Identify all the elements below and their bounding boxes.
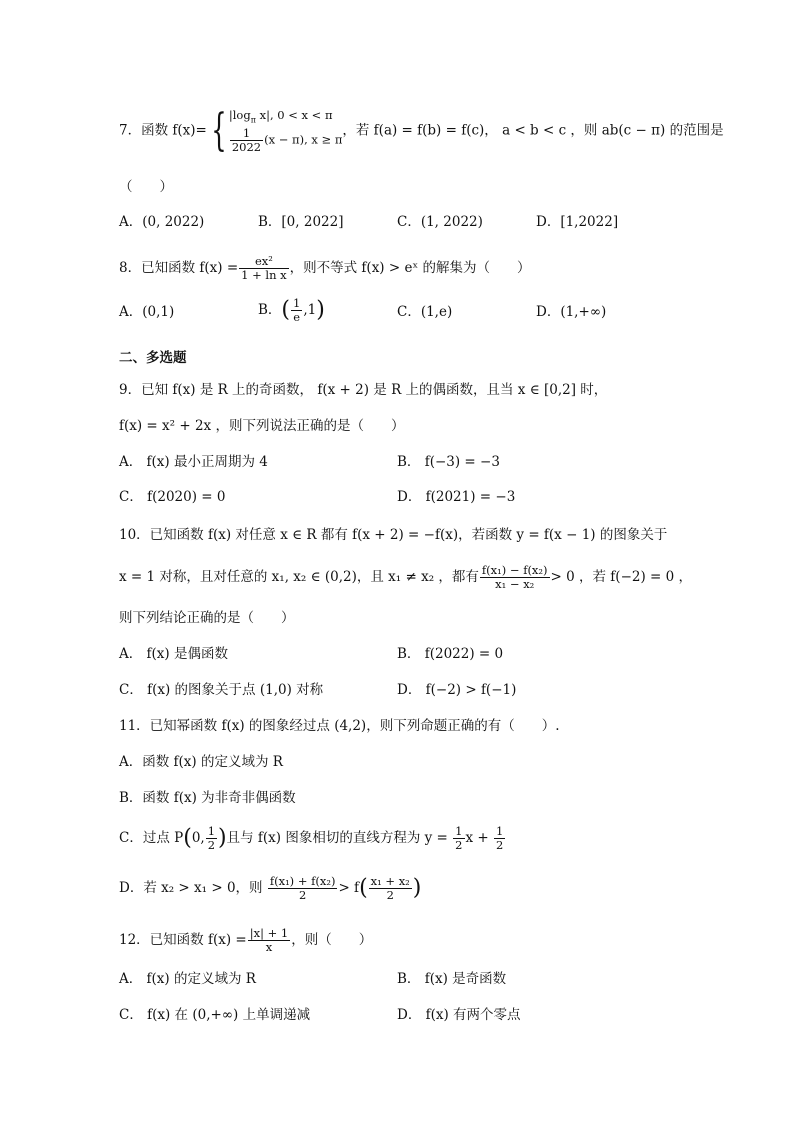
q11-option-d[interactable]: D．若 x₂ > x₁ > 0，则 $\frac{\text{f(x₁) + f(x₂)}}{2}$ > f( $\frac{\text{x₁ + x₂}}{2}$ ) <box>119 874 422 902</box>
q12-stem: 12．已知函数 f(x) = $\frac{|x| + 1}{x}$ ，则（ ） <box>119 926 373 954</box>
q8-fraction: $\frac{\text{ex²}}{\text{1 + ln x}}$ <box>241 254 287 282</box>
q8-option-a[interactable]: A．(0,1) <box>119 304 175 320</box>
q7-option-c[interactable]: C．(1, 2022) <box>397 214 483 230</box>
q7-case2: $\frac{1}{2022}$ (x − π), x ≥ π <box>231 126 343 155</box>
q10-stem-line2: x = 1 对称，且对任意的 x₁, x₂ ∈ (0,2)，且 x₁ ≠ x₂ ，都有 $\frac{\text{f(x₁) − f(x₂)}}{\text{x₁ − x₂}}$ > 0 ，若 f(−2) = 0 ， <box>119 563 693 591</box>
q7-stem-a: 函数 f(x)= <box>141 122 207 139</box>
q8-option-c[interactable]: C．(1,e) <box>397 304 453 320</box>
q9-stem-line2: f(x) = x² + 2x ，则下列说法正确的是（ ） <box>119 418 405 434</box>
section-heading-multiple-choice: 二、多选题 <box>119 350 187 366</box>
q12-option-d[interactable]: D． f(x) 有两个零点 <box>397 1007 521 1023</box>
q8-option-d[interactable]: D．(1,+∞) <box>536 304 607 320</box>
q8-option-b[interactable]: B．( $\frac{1}{e}$ ,1) <box>258 296 325 324</box>
q10-option-b[interactable]: B． f(2022) = 0 <box>397 646 504 662</box>
q7-answer-paren: （ ） <box>119 179 173 195</box>
q11-option-a[interactable]: A．函数 f(x) 的定义域为 R <box>119 754 283 770</box>
q10-stem-line3: 则下列结论正确的是（ ） <box>119 610 295 626</box>
q7-number: 7． <box>119 122 142 139</box>
q7-option-b[interactable]: B．[0, 2022] <box>258 214 344 230</box>
q7-piecewise <box>207 105 343 157</box>
q7-stem <box>119 105 724 157</box>
q7-option-d[interactable]: D．[1,2022] <box>536 214 619 230</box>
q8-number: 8． <box>119 260 142 276</box>
q12-option-c[interactable]: C． f(x) 在 (0,+∞) 上单调递减 <box>119 1007 311 1023</box>
q9-stem-line1: 9．已知 f(x) 是 R 上的奇函数， f(x + 2) 是 R 上的偶函数，且当 x ∈ [0,2] 时， <box>119 382 608 398</box>
q9-option-c[interactable]: C． f(2020) = 0 <box>119 489 226 505</box>
q12-option-b[interactable]: B． f(x) 是奇函数 <box>397 971 507 987</box>
q9-option-a[interactable]: A． f(x) 最小正周期为 4 <box>119 454 268 470</box>
q11-option-b[interactable]: B．函数 f(x) 为非奇非偶函数 <box>119 790 296 806</box>
q7-stem-b: ，若 f(a) = f(b) = f(c)， a < b < c ，则 ab(c − π) 的范围是 <box>342 122 724 139</box>
q12-option-a[interactable]: A． f(x) 的定义域为 R <box>119 971 256 987</box>
q10-option-c[interactable]: C． f(x) 的图象关于点 (1,0) 对称 <box>119 682 324 698</box>
q10-option-a[interactable]: A． f(x) 是偶函数 <box>119 646 228 662</box>
q12-fraction: $\frac{|x| + 1}{x}$ <box>249 926 289 954</box>
q11-stem: 11．已知幂函数 f(x) 的图象经过点 (4,2)，则下列命题正确的有（ ）. <box>119 718 560 734</box>
q8-stem-a: 已知函数 f(x) = <box>141 260 239 276</box>
q10-fraction: $\frac{\text{f(x₁) − f(x₂)}}{\text{x₁ − x₂}}$ <box>481 563 548 591</box>
q7-brace: { <box>211 105 227 157</box>
q9-option-d[interactable]: D． f(2021) = −3 <box>397 489 516 505</box>
q7-option-a[interactable]: A．(0, 2022) <box>119 214 205 230</box>
q7-case1: $|\log_\pi$ x|, 0 < x < π <box>228 108 333 125</box>
q9-option-b[interactable]: B． f(−3) = −3 <box>397 454 500 470</box>
q8-stem-b: ，则不等式 f(x) > eˣ 的解集为（ ） <box>289 260 531 276</box>
q10-option-d[interactable]: D． f(−2) > f(−1) <box>397 682 517 698</box>
q11-option-c[interactable]: C．过点 P(0, $\frac{1}{2}$ )且与 f(x) 图象相切的直线方程为 y = $\frac{1}{2}$ x + $\frac{1}{2}$ <box>119 824 504 852</box>
q8-stem <box>119 255 530 282</box>
q10-stem-line1: 10．已知函数 f(x) 对任意 x ∈ R 都有 f(x + 2) = −f(x)，若函数 y = f(x − 1) 的图象关于 <box>119 527 668 543</box>
